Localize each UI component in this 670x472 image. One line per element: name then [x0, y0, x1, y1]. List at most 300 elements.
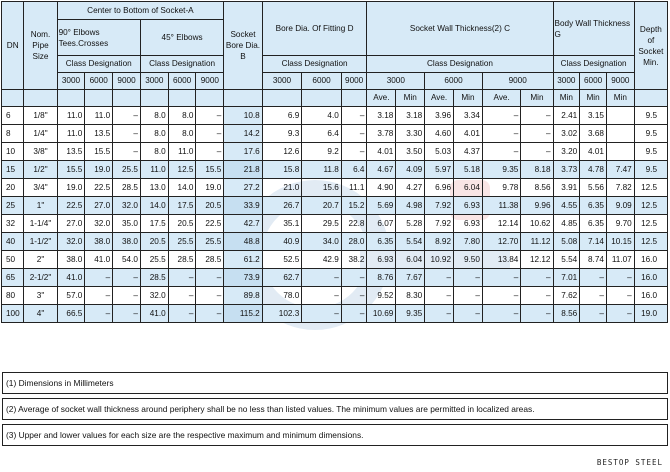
- min-header: Min: [580, 90, 607, 107]
- table-cell: 8.0: [168, 125, 196, 143]
- table-cell: 4.01: [454, 125, 483, 143]
- dn-header: DN: [2, 2, 24, 90]
- class-designation-header: Class Designation: [140, 56, 223, 73]
- table-cell: –: [196, 143, 224, 161]
- table-cell: 9.52: [367, 287, 396, 305]
- class-9000: 9000: [482, 73, 553, 90]
- blank-cell: [224, 90, 262, 107]
- table-row: [2, 197, 668, 215]
- table-cell: –: [425, 269, 454, 287]
- table-cell: 3.30: [396, 125, 425, 143]
- table-cell: –: [606, 305, 634, 323]
- table-cell: 8.18: [521, 161, 553, 179]
- table-cell: 7.47: [606, 161, 634, 179]
- table-cell: 1-1/4": [24, 215, 57, 233]
- table-cell: 16.0: [634, 269, 667, 287]
- table-cell: 6.07: [367, 215, 396, 233]
- table-cell: 29.5: [302, 215, 342, 233]
- table-cell: 5.03: [425, 143, 454, 161]
- table-row: [2, 125, 668, 143]
- table-cell: 12.5: [634, 179, 667, 197]
- table-cell: –: [113, 107, 141, 125]
- body-wall-header: Body Wall Thickness G: [553, 2, 634, 56]
- table-cell: 4.09: [396, 161, 425, 179]
- table-cell: 27.0: [85, 197, 113, 215]
- table-cell: 14.0: [140, 197, 168, 215]
- table-cell: 6.35: [580, 215, 607, 233]
- min-header: Min: [521, 90, 553, 107]
- table-cell: –: [196, 305, 224, 323]
- table-cell: 28.5: [196, 251, 224, 269]
- table-cell: 21.0: [262, 179, 302, 197]
- table-cell: –: [168, 287, 196, 305]
- table-cell: 4.85: [553, 215, 580, 233]
- table-cell: 7.14: [580, 233, 607, 251]
- table-cell: –: [113, 305, 141, 323]
- table-cell: 6.93: [454, 215, 483, 233]
- class-9000: 9000: [606, 73, 634, 90]
- blank-cell: [2, 90, 24, 107]
- table-cell: 27.2: [224, 179, 262, 197]
- table-cell: 115.2: [224, 305, 262, 323]
- table-row: [2, 179, 668, 197]
- table-cell: 25: [2, 197, 24, 215]
- table-cell: 11.38: [482, 197, 520, 215]
- table-cell: 1/2": [24, 161, 57, 179]
- table-cell: 6.96: [425, 179, 454, 197]
- table-cell: 52.5: [262, 251, 302, 269]
- class-6000: 6000: [168, 73, 196, 90]
- table-cell: 38.0: [113, 233, 141, 251]
- blank-cell: [302, 90, 342, 107]
- table-cell: 3.18: [367, 107, 396, 125]
- min-header: Min: [606, 90, 634, 107]
- table-cell: 5.08: [553, 233, 580, 251]
- table-cell: –: [341, 305, 367, 323]
- table-cell: 6.35: [580, 197, 607, 215]
- table-cell: –: [85, 305, 113, 323]
- table-cell: 20.7: [302, 197, 342, 215]
- note-1: (1) Dimensions in Millimeters: [2, 372, 668, 394]
- table-cell: 6.04: [454, 179, 483, 197]
- table-cell: –: [196, 287, 224, 305]
- table-cell: 9.5: [634, 107, 667, 125]
- table-cell: 28.5: [113, 179, 141, 197]
- table-cell: 38.0: [85, 233, 113, 251]
- socket-bore-header: Socket Bore Dia. B: [224, 2, 262, 90]
- table-cell: 3.68: [580, 125, 607, 143]
- table-cell: 3.96: [425, 107, 454, 125]
- table-cell: 2-1/2": [24, 269, 57, 287]
- table-cell: 12.6: [262, 143, 302, 161]
- table-cell: 9.5: [634, 161, 667, 179]
- table-cell: 66.5: [57, 305, 85, 323]
- table-cell: –: [521, 143, 553, 161]
- table-cell: –: [482, 269, 520, 287]
- table-cell: 6.4: [341, 161, 367, 179]
- table-cell: 6.04: [396, 251, 425, 269]
- table-cell: 34.0: [302, 233, 342, 251]
- table-row: [2, 251, 668, 269]
- table-cell: –: [482, 305, 520, 323]
- class-6000: 6000: [302, 73, 342, 90]
- table-cell: 3/8": [24, 143, 57, 161]
- class-9000: 9000: [196, 73, 224, 90]
- dimensions-table: [1, 1, 668, 323]
- table-cell: –: [521, 287, 553, 305]
- ave-header: Ave.: [425, 90, 454, 107]
- class-6000: 6000: [580, 73, 607, 90]
- table-cell: 4": [24, 305, 57, 323]
- table-cell: 4.37: [454, 143, 483, 161]
- table-cell: –: [580, 305, 607, 323]
- table-cell: 41.0: [85, 251, 113, 269]
- table-cell: 5.56: [580, 179, 607, 197]
- table-cell: 1/8": [24, 107, 57, 125]
- table-cell: 11.8: [302, 161, 342, 179]
- table-cell: 10: [2, 143, 24, 161]
- table-cell: 20: [2, 179, 24, 197]
- table-cell: 15.6: [302, 179, 342, 197]
- table-cell: 11.0: [57, 125, 85, 143]
- table-cell: 12.70: [482, 233, 520, 251]
- table-row: [2, 107, 668, 125]
- blank-cell: [24, 90, 57, 107]
- table-cell: 9.5: [634, 125, 667, 143]
- table-cell: 5.97: [425, 161, 454, 179]
- table-cell: 62.7: [262, 269, 302, 287]
- table-cell: 19.0: [196, 179, 224, 197]
- table-cell: 5.69: [367, 197, 396, 215]
- table-cell: 20.5: [140, 233, 168, 251]
- table-cell: 12.5: [634, 197, 667, 215]
- table-cell: 11.0: [57, 107, 85, 125]
- table-cell: 50: [2, 251, 24, 269]
- table-cell: 8.74: [580, 251, 607, 269]
- table-cell: 3.91: [553, 179, 580, 197]
- table-cell: 1-1/2": [24, 233, 57, 251]
- table-cell: 32.0: [57, 233, 85, 251]
- table-cell: 38.2: [341, 251, 367, 269]
- table-cell: 9.2: [302, 143, 342, 161]
- table-cell: [606, 143, 634, 161]
- table-cell: 13.5: [57, 143, 85, 161]
- table-cell: 19.0: [85, 161, 113, 179]
- table-cell: 3.50: [396, 143, 425, 161]
- socket-wall-header: Socket Wall Thickness(2) C: [367, 2, 553, 56]
- table-cell: 100: [2, 305, 24, 323]
- table-cell: 12.14: [482, 215, 520, 233]
- table-cell: 19.0: [634, 305, 667, 323]
- ave-header: Ave.: [367, 90, 396, 107]
- class-designation-header: Class Designation: [553, 56, 634, 73]
- elbows-90-header: 90° Elbows Tees.Crosses: [57, 20, 140, 56]
- table-cell: 13.84: [482, 251, 520, 269]
- table-cell: 4.27: [396, 179, 425, 197]
- table-cell: 4.90: [367, 179, 396, 197]
- table-cell: 28.5: [168, 251, 196, 269]
- table-cell: 13.5: [85, 125, 113, 143]
- class-6000: 6000: [85, 73, 113, 90]
- table-cell: 8: [2, 125, 24, 143]
- table-cell: –: [196, 269, 224, 287]
- table-cell: 15.5: [57, 161, 85, 179]
- table-cell: 41.0: [140, 305, 168, 323]
- table-cell: 22.5: [196, 215, 224, 233]
- table-cell: 15.5: [196, 161, 224, 179]
- table-cell: 25.5: [168, 233, 196, 251]
- class-designation-header: Class Designation: [367, 56, 553, 73]
- table-cell: 9.50: [454, 251, 483, 269]
- table-cell: 89.8: [224, 287, 262, 305]
- table-cell: 14.2: [224, 125, 262, 143]
- table-cell: 12.5: [168, 161, 196, 179]
- table-cell: 7.62: [553, 287, 580, 305]
- table-cell: 3.02: [553, 125, 580, 143]
- table-cell: 17.6: [224, 143, 262, 161]
- blank-cell: [634, 90, 667, 107]
- class-designation-header: Class Designation: [57, 56, 140, 73]
- table-cell: 3.15: [580, 107, 607, 125]
- table-cell: –: [606, 269, 634, 287]
- table-cell: –: [85, 269, 113, 287]
- table-cell: 6.93: [454, 197, 483, 215]
- table-cell: 9.09: [606, 197, 634, 215]
- table-cell: 11.1: [341, 179, 367, 197]
- table-cell: –: [341, 125, 367, 143]
- table-cell: 61.2: [224, 251, 262, 269]
- table-cell: 9.78: [482, 179, 520, 197]
- table-cell: 17.5: [140, 215, 168, 233]
- table-cell: 4.60: [425, 125, 454, 143]
- table-cell: 5.18: [454, 161, 483, 179]
- table-cell: 7.01: [553, 269, 580, 287]
- table-cell: 41.0: [57, 269, 85, 287]
- table-cell: 25.5: [140, 251, 168, 269]
- table-cell: 32.0: [85, 215, 113, 233]
- table-cell: –: [482, 143, 520, 161]
- table-cell: 8.0: [140, 143, 168, 161]
- class-9000: 9000: [341, 73, 367, 90]
- table-cell: 35.1: [262, 215, 302, 233]
- table-cell: 3": [24, 287, 57, 305]
- table-cell: 12.5: [634, 215, 667, 233]
- table-cell: [606, 125, 634, 143]
- table-cell: 8.0: [140, 125, 168, 143]
- blank-cell: [262, 90, 302, 107]
- blank-cell: [341, 90, 367, 107]
- table-cell: 28.5: [140, 269, 168, 287]
- table-cell: 11.07: [606, 251, 634, 269]
- table-cell: 2": [24, 251, 57, 269]
- table-cell: 4.0: [302, 107, 342, 125]
- table-cell: 57.0: [57, 287, 85, 305]
- table-cell: 10.8: [224, 107, 262, 125]
- table-cell: 5.54: [553, 251, 580, 269]
- table-cell: –: [113, 287, 141, 305]
- fittings-spec-sheet: [1, 1, 669, 440]
- min-header: Min: [454, 90, 483, 107]
- table-cell: 2.41: [553, 107, 580, 125]
- table-cell: 3.18: [396, 107, 425, 125]
- table-cell: 9.3: [262, 125, 302, 143]
- class-3000: 3000: [140, 73, 168, 90]
- table-cell: 1": [24, 197, 57, 215]
- table-cell: –: [454, 269, 483, 287]
- blank-cell: [57, 90, 85, 107]
- class-designation-header: Class Designation: [262, 56, 367, 73]
- table-cell: 11.0: [85, 107, 113, 125]
- table-cell: –: [425, 305, 454, 323]
- table-cell: 16.0: [634, 251, 667, 269]
- table-cell: –: [580, 287, 607, 305]
- table-cell: 40.9: [262, 233, 302, 251]
- table-cell: 15.5: [85, 143, 113, 161]
- data-rows: [2, 107, 668, 323]
- table-cell: 7.80: [454, 233, 483, 251]
- table-cell: –: [341, 269, 367, 287]
- table-cell: 73.9: [224, 269, 262, 287]
- table-cell: 19.0: [57, 179, 85, 197]
- nom-pipe-size-header: Nom. Pipe Size: [24, 2, 57, 90]
- table-cell: –: [454, 287, 483, 305]
- table-cell: 3.78: [367, 125, 396, 143]
- table-cell: 4.55: [553, 197, 580, 215]
- table-cell: [606, 107, 634, 125]
- table-cell: –: [341, 287, 367, 305]
- table-cell: 14.0: [168, 179, 196, 197]
- table-cell: 42.7: [224, 215, 262, 233]
- table-cell: 4.01: [580, 143, 607, 161]
- table-cell: 54.0: [113, 251, 141, 269]
- table-cell: 21.8: [224, 161, 262, 179]
- blank-cell: [113, 90, 141, 107]
- class-9000: 9000: [113, 73, 141, 90]
- brand-mark: BESTOP STEEL: [596, 458, 663, 467]
- table-cell: 3.34: [454, 107, 483, 125]
- table-cell: 12.12: [521, 251, 553, 269]
- blank-cell: [140, 90, 168, 107]
- table-row: [2, 233, 668, 251]
- table-cell: 28.0: [341, 233, 367, 251]
- table-cell: 9.35: [396, 305, 425, 323]
- table-cell: 5.28: [396, 215, 425, 233]
- table-cell: –: [521, 107, 553, 125]
- table-cell: 20.5: [168, 215, 196, 233]
- table-cell: 9.5: [634, 143, 667, 161]
- table-cell: –: [521, 269, 553, 287]
- table-cell: 8.76: [367, 269, 396, 287]
- table-cell: –: [482, 125, 520, 143]
- note-2: (2) Average of socket wall thickness around periphery shall be no less than listed values. The minimum values are permitted in localized areas.: [2, 398, 668, 420]
- table-cell: 4.98: [396, 197, 425, 215]
- table-cell: –: [302, 269, 342, 287]
- table-cell: –: [113, 143, 141, 161]
- table-cell: 8.0: [140, 107, 168, 125]
- table-cell: 4.01: [367, 143, 396, 161]
- table-cell: 10.69: [367, 305, 396, 323]
- class-3000: 3000: [57, 73, 85, 90]
- table-cell: 11.0: [168, 143, 196, 161]
- table-cell: –: [168, 269, 196, 287]
- class-6000: 6000: [425, 73, 483, 90]
- table-cell: 102.3: [262, 305, 302, 323]
- table-cell: 25.5: [196, 233, 224, 251]
- table-row: [2, 287, 668, 305]
- class-3000: 3000: [553, 73, 580, 90]
- class-3000: 3000: [262, 73, 302, 90]
- min-header: Min: [396, 90, 425, 107]
- table-cell: –: [521, 125, 553, 143]
- table-cell: –: [521, 305, 553, 323]
- table-cell: 6.35: [367, 233, 396, 251]
- table-cell: 10.62: [521, 215, 553, 233]
- table-cell: 15.2: [341, 197, 367, 215]
- table-cell: 15.8: [262, 161, 302, 179]
- blank-cell: [85, 90, 113, 107]
- table-cell: –: [482, 107, 520, 125]
- table-cell: 32.0: [140, 287, 168, 305]
- table-cell: 32: [2, 215, 24, 233]
- table-cell: 12.5: [634, 233, 667, 251]
- table-cell: 8.30: [396, 287, 425, 305]
- table-row: [2, 305, 668, 323]
- table-cell: –: [196, 125, 224, 143]
- table-cell: –: [196, 107, 224, 125]
- table-cell: 3/4": [24, 179, 57, 197]
- table-cell: –: [341, 107, 367, 125]
- table-cell: 8.56: [521, 179, 553, 197]
- table-cell: 8.56: [553, 305, 580, 323]
- min-header: Min: [553, 90, 580, 107]
- table-cell: –: [302, 305, 342, 323]
- table-cell: –: [580, 269, 607, 287]
- table-cell: 7.92: [425, 215, 454, 233]
- table-cell: –: [341, 143, 367, 161]
- table-cell: –: [113, 269, 141, 287]
- table-cell: 11.12: [521, 233, 553, 251]
- table-cell: 22.5: [57, 197, 85, 215]
- table-cell: 40: [2, 233, 24, 251]
- table-cell: 80: [2, 287, 24, 305]
- blank-cell: [168, 90, 196, 107]
- bore-fitting-header: Bore Dia. Of Fitting D: [262, 2, 367, 56]
- table-cell: 1/4": [24, 125, 57, 143]
- table-cell: 7.82: [606, 179, 634, 197]
- table-cell: 6.9: [262, 107, 302, 125]
- table-row: [2, 161, 668, 179]
- depth-socket-header: Depth of Socket Min.: [634, 2, 667, 90]
- table-cell: 33.9: [224, 197, 262, 215]
- table-cell: 10.92: [425, 251, 454, 269]
- table-cell: 9.35: [482, 161, 520, 179]
- table-cell: 6.4: [302, 125, 342, 143]
- table-cell: 7.92: [425, 197, 454, 215]
- table-row: [2, 269, 668, 287]
- table-row: [2, 215, 668, 233]
- table-cell: 42.9: [302, 251, 342, 269]
- table-cell: 25.5: [113, 161, 141, 179]
- table-cell: –: [454, 305, 483, 323]
- table-cell: 6.93: [367, 251, 396, 269]
- table-cell: 7.67: [396, 269, 425, 287]
- table-cell: 3.20: [553, 143, 580, 161]
- table-cell: –: [302, 287, 342, 305]
- table-cell: –: [168, 305, 196, 323]
- table-cell: 48.8: [224, 233, 262, 251]
- table-cell: –: [606, 287, 634, 305]
- table-cell: 11.0: [140, 161, 168, 179]
